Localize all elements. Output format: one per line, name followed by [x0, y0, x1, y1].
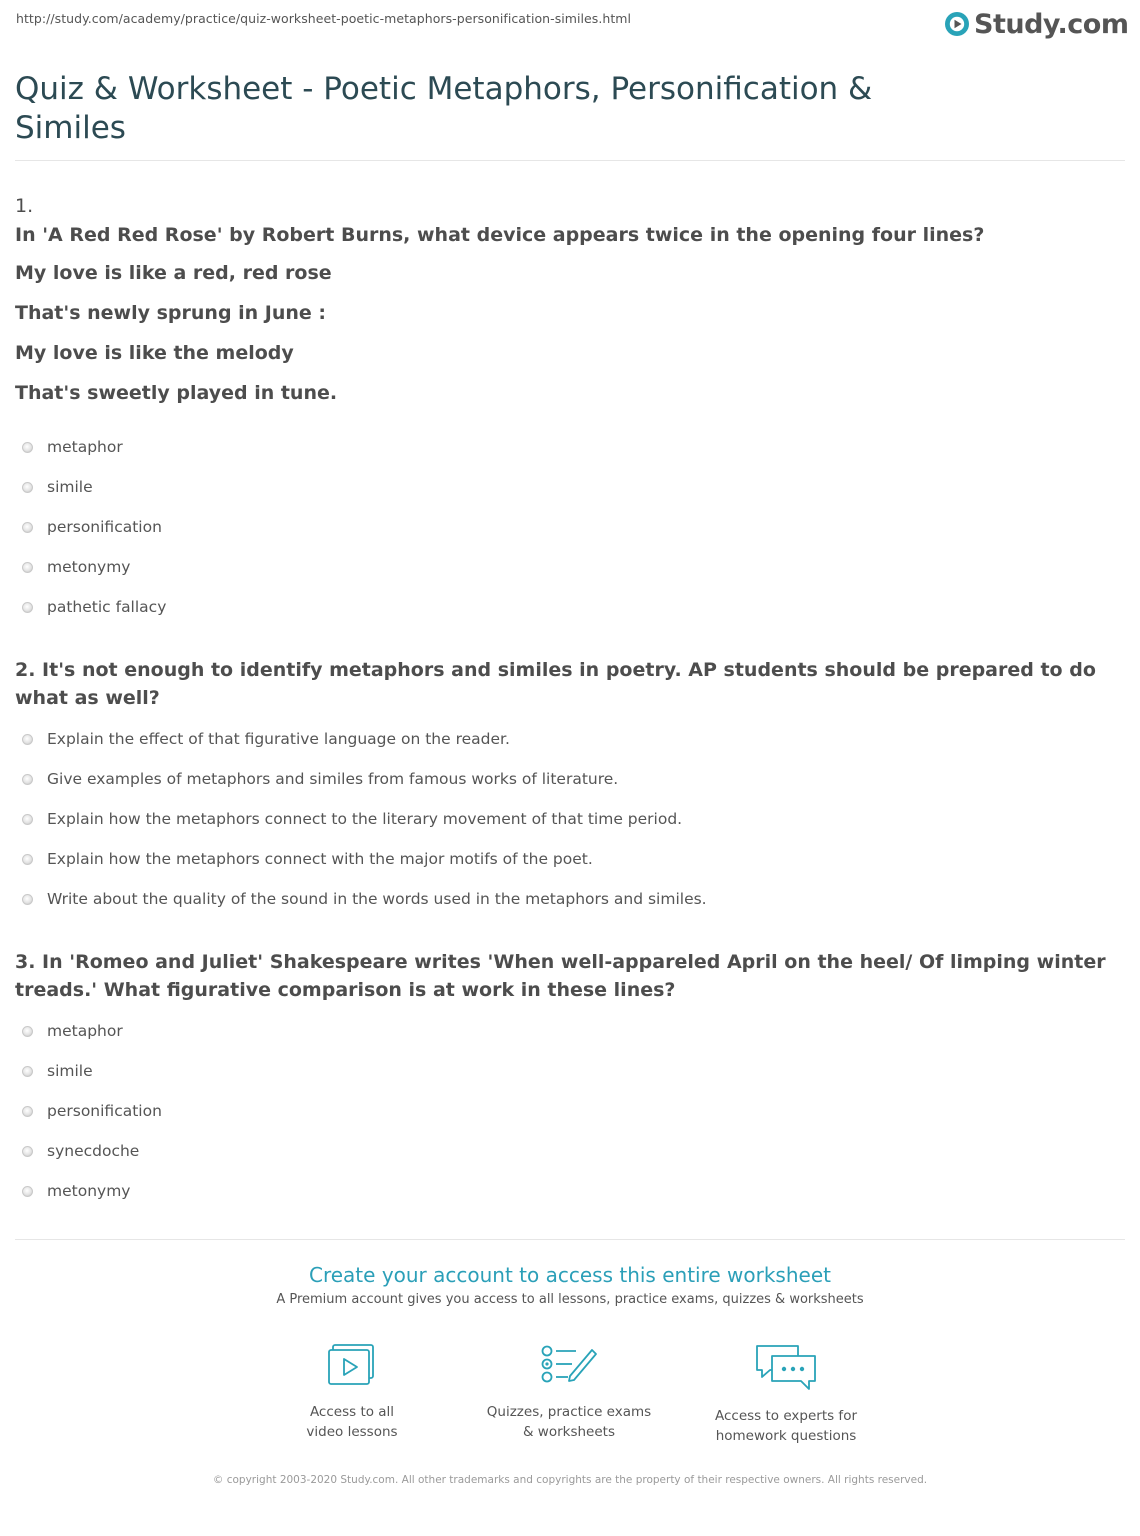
- feature-label: Access to experts for homework questions: [714, 1408, 857, 1444]
- q2-option-3[interactable]: [22, 809, 682, 829]
- feature-video-lessons[interactable]: [252, 1342, 452, 1442]
- q2-option-5[interactable]: [22, 889, 707, 909]
- q1-option-metonymy[interactable]: [22, 557, 130, 577]
- option-label: simile: [47, 1062, 93, 1080]
- option-label: simile: [47, 478, 93, 496]
- option-label: Explain how the metaphors connect with the major motifs of the poet.: [47, 850, 593, 868]
- title-divider: [15, 160, 1125, 161]
- question-3-text: 3. In 'Romeo and Juliet' Shakespeare writes 'When well-appareled April on the heel/ Of limping winter treads.' What figurative comparison is at work in these lines?: [15, 951, 1106, 1001]
- radio-button[interactable]: [22, 1146, 33, 1157]
- chat-bubbles-icon: [754, 1342, 818, 1392]
- q3-option-simile[interactable]: [22, 1061, 93, 1081]
- option-label: metonymy: [47, 558, 131, 576]
- quiz-checklist-icon: [540, 1342, 598, 1388]
- radio-button[interactable]: [22, 1066, 33, 1077]
- feature-quizzes[interactable]: [469, 1342, 669, 1442]
- question-2-text: 2. It's not enough to identify metaphors and similes in poetry. AP students should be prepared to do what as well?: [15, 659, 1096, 709]
- radio-button[interactable]: [22, 734, 33, 745]
- video-lessons-icon: [326, 1342, 378, 1388]
- feature-label: Access to all video lessons: [306, 1404, 398, 1440]
- copyright-notice: © copyright 2003-2020 Study.com. All other trademarks and copyrights are the property of their respective owners. All rights reserved.: [212, 1474, 928, 1486]
- radio-button[interactable]: [22, 1026, 33, 1037]
- q3-option-metonymy[interactable]: [22, 1181, 130, 1201]
- question-1-text: In 'A Red Red Rose' by Robert Burns, what device appears twice in the opening four lines?: [15, 224, 985, 246]
- q3-option-synecdoche[interactable]: [22, 1141, 139, 1161]
- cta-title[interactable]: Create your account to access this entire worksheet: [309, 1263, 831, 1287]
- option-label: metonymy: [47, 1182, 131, 1200]
- poem-line: That's newly sprung in June :: [15, 302, 327, 324]
- q3-option-metaphor[interactable]: [22, 1021, 123, 1041]
- option-label: Give examples of metaphors and similes from famous works of literature.: [47, 770, 619, 788]
- radio-button[interactable]: [22, 442, 33, 453]
- option-label: Write about the quality of the sound in the words used in the metaphors and similes.: [47, 890, 707, 908]
- poem-line: That's sweetly played in tune.: [15, 382, 338, 404]
- radio-button[interactable]: [22, 602, 33, 613]
- radio-button[interactable]: [22, 854, 33, 865]
- q1-option-personification[interactable]: [22, 517, 162, 537]
- cta-divider: [15, 1239, 1125, 1240]
- poem-line: My love is like a red, red rose: [15, 262, 332, 284]
- radio-button[interactable]: [22, 774, 33, 785]
- q2-option-2[interactable]: [22, 769, 618, 789]
- play-logo-icon: [944, 11, 970, 37]
- radio-button[interactable]: [22, 894, 33, 905]
- q3-option-personification[interactable]: [22, 1101, 162, 1121]
- radio-button[interactable]: [22, 1186, 33, 1197]
- feature-experts[interactable]: [686, 1342, 886, 1446]
- option-label: Explain the effect of that figurative language on the reader.: [47, 730, 510, 748]
- option-label: personification: [47, 518, 162, 536]
- option-label: metaphor: [47, 1022, 123, 1040]
- question-1-number: 1.: [15, 195, 34, 217]
- q1-option-simile[interactable]: [22, 477, 93, 497]
- radio-button[interactable]: [22, 482, 33, 493]
- radio-button[interactable]: [22, 1106, 33, 1117]
- q1-option-metaphor[interactable]: [22, 437, 123, 457]
- option-label: Explain how the metaphors connect to the literary movement of that time period.: [47, 810, 683, 828]
- study-logo[interactable]: [944, 6, 1128, 42]
- radio-button[interactable]: [22, 562, 33, 573]
- logo-wordmark: Study.com: [974, 8, 1129, 40]
- option-label: metaphor: [47, 438, 123, 456]
- option-label: personification: [47, 1102, 162, 1120]
- poem-line: My love is like the melody: [15, 342, 294, 364]
- option-label: pathetic fallacy: [47, 598, 167, 616]
- page-url: http://study.com/academy/practice/quiz-worksheet-poetic-metaphors-personification-similes.html: [16, 11, 632, 26]
- cta-subtitle: A Premium account gives you access to all lessons, practice exams, quizzes & worksheets: [276, 1292, 864, 1307]
- radio-button[interactable]: [22, 522, 33, 533]
- page-title: Quiz & Worksheet - Poetic Metaphors, Personification & Similes: [15, 71, 873, 146]
- q1-option-pathetic-fallacy[interactable]: [22, 597, 166, 617]
- radio-button[interactable]: [22, 814, 33, 825]
- feature-label: Quizzes, practice exams & worksheets: [486, 1404, 652, 1440]
- option-label: synecdoche: [47, 1142, 140, 1160]
- q2-option-1[interactable]: [22, 729, 510, 749]
- q2-option-4[interactable]: [22, 849, 593, 869]
